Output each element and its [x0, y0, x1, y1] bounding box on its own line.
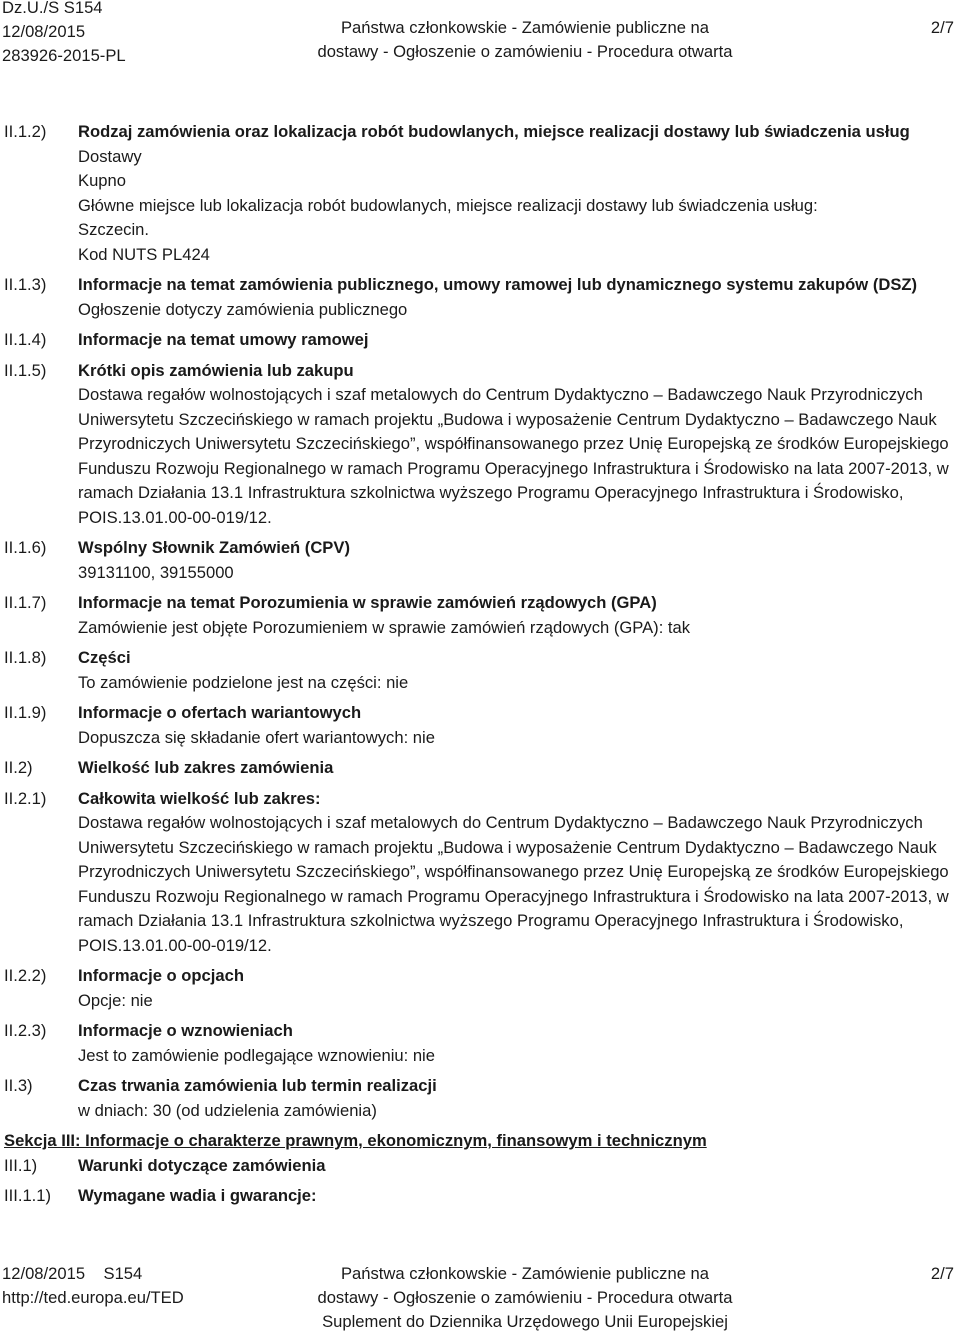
footer-title-line2: dostawy - Ogłoszenie o zamówieniu - Procedura otwarta: [317, 1288, 733, 1307]
header-page: [931, 20, 954, 40]
section-number: II.1.5): [4, 360, 47, 380]
section-text: w dniach: 30 (od udzielenia zamówienia): [78, 1100, 377, 1120]
cpv-codes: 39131100, 39155000: [78, 562, 234, 582]
header-meta: [2, 0, 126, 68]
section-heading: Rodzaj zamówienia oraz lokalizacja robót budowlanych, miejsce realizacji dostawy lub świadczenia usług: [78, 122, 910, 141]
section-heading: Informacje na temat Porozumienia w sprawie zamówień rządowych (GPA): [78, 593, 657, 612]
header-title-line1: Państwa członkowskie - Zamówienie publiczne na: [340, 18, 709, 37]
footer-date-issue: [2, 1262, 184, 1286]
section-text: Jest to zamówienie podlegające wznowieniu: nie: [78, 1045, 435, 1065]
section-ii-2-2: [0, 964, 960, 1013]
section-ii-2-3: [0, 1019, 960, 1068]
section-heading: Informacje na temat umowy ramowej: [78, 330, 369, 349]
section-number: II.3): [4, 1076, 33, 1095]
footer-url[interactable]: http://ted.europa.eu/TED: [2, 1288, 184, 1307]
section-number: II.2.3): [4, 1021, 47, 1040]
header-title-line2: dostawy - Ogłoszenie o zamówieniu - Procedura otwarta: [317, 42, 733, 61]
section-heading: Wielkość lub zakres zamówienia: [78, 758, 334, 777]
header-date: 12/08/2015: [2, 22, 86, 41]
section-number: II.1.7): [4, 593, 47, 612]
section-number: II.1.6): [4, 538, 47, 557]
section-heading: Informacje o wznowieniach: [78, 1021, 293, 1040]
section-heading: Wymagane wadia i gwarancje:: [78, 1186, 317, 1205]
footer-title-line1: Państwa członkowskie - Zamówienie publiczne na: [340, 1264, 709, 1283]
footer-title: [280, 1262, 770, 1334]
section-number: II.1.2): [4, 122, 47, 141]
section-iii-1: [0, 1154, 960, 1179]
contract-type: Dostawy: [78, 146, 142, 166]
section-number: II.1.3): [4, 275, 47, 294]
section-text: Zamówienie jest objęte Porozumieniem w sprawie zamówień rządowych (GPA): tak: [78, 617, 691, 637]
location-value: Szczecin.: [78, 220, 150, 239]
section-number: II.1.4): [4, 330, 47, 349]
nuts-code: Kod NUTS PL424: [78, 244, 210, 264]
footer-date: 12/08/2015: [2, 1264, 86, 1283]
section-text: Dostawa regałów wolnostojących i szaf metalowych do Centrum Dydaktyczno – Badawczego Nauk Przyrodniczych Uniwersytetu Szczecińskiego w ramach projektu „Budowa i wyposażenie Centrum Dydaktyczno – Badawczego Nauk Przyrodniczych Uniwersytetu Szczecińskiego”, współfinansowanego przez Unię Europejską ze środków Europejskiego Funduszu Rozwoju Regionalnego w ramach Programu Operacyjnego Infrastruktura i Środowisko na lata 2007-2013, w ramach Działania 13.1 Infrastruktura szkolnictwa wyższego Programu Operacyjnego Infrastruktura i Środowisko, POIS.13.01.00-00-019/12.: [78, 385, 949, 527]
footer-issue: S154: [103, 1264, 143, 1283]
section-text: Opcje: nie: [78, 990, 153, 1010]
section-ii-1-5: [0, 359, 960, 531]
section-text: Ogłoszenie dotyczy zamówienia publicznego: [78, 299, 408, 319]
section-ii-1-3: [0, 273, 960, 322]
section-heading: Części: [78, 648, 131, 667]
section-iii-1-1: [0, 1184, 960, 1209]
section-number: II.2.1): [4, 788, 47, 808]
section-heading: Informacje na temat zamówienia publicznego, umowy ramowej lub dynamicznego systemu zakupów (DSZ): [78, 275, 918, 294]
section-number: II.1.8): [4, 648, 47, 667]
footer-meta: [2, 1262, 184, 1310]
section-number: II.2.2): [4, 966, 47, 985]
section-heading: Informacje o ofertach wariantowych: [78, 703, 362, 722]
section-iii-title: [0, 1129, 960, 1154]
section-ii-2-1: [0, 787, 960, 959]
section-ii-1-7: [0, 591, 960, 640]
section-ii-1-2: [0, 120, 960, 267]
section-heading: Sekcja III: Informacje o charakterze prawnym, ekonomicznym, finansowym i technicznym: [4, 1131, 707, 1150]
section-number: II.2): [4, 758, 33, 777]
contract-mode: Kupno: [78, 171, 126, 190]
section-number: II.1.9): [4, 703, 47, 722]
section-ii-1-4: [0, 328, 960, 353]
section-text: To zamówienie podzielone jest na części: nie: [78, 672, 409, 692]
section-ii-1-8: [0, 646, 960, 695]
footer-title-line3: Suplement do Dziennika Urzędowego Unii Europejskiej: [322, 1312, 728, 1331]
section-heading: Wspólny Słownik Zamówień (CPV): [78, 538, 350, 557]
header-title: [280, 20, 770, 64]
section-heading: Czas trwania zamówienia lub termin realizacji: [78, 1076, 437, 1095]
section-text: Dostawa regałów wolnostojących i szaf metalowych do Centrum Dydaktyczno – Badawczego Nauk Przyrodniczych Uniwersytetu Szczecińskiego w ramach projektu „Budowa i wyposażenie Centrum Dydaktyczno – Badawczego Nauk Przyrodniczych Uniwersytetu Szczecińskiego”, współfinansowanego przez Unię Europejską ze środków Europejskiego Funduszu Rozwoju Regionalnego w ramach Programu Operacyjnego Infrastruktura i Środowisko na lata 2007-2013, w ramach Działania 13.1 Infrastruktura szkolnictwa wyższego Programu Operacyjnego Infrastruktura i Środowisko, POIS.13.01.00-00-019/12.: [78, 813, 949, 955]
journal-ref: Dz.U./S S154: [2, 0, 103, 17]
section-ii-1-9: [0, 701, 960, 750]
section-ii-1-6: [0, 536, 960, 585]
page-footer: [0, 1262, 960, 1334]
section-heading: Krótki opis zamówienia lub zakupu: [78, 360, 354, 380]
header-page-number: 2/7: [930, 18, 954, 37]
footer-page: [931, 1262, 954, 1286]
location-label: Główne miejsce lub lokalizacja robót budowlanych, miejsce realizacji dostawy lub świadczenia usług:: [78, 195, 818, 215]
notice-id: 283926-2015-PL: [2, 46, 126, 65]
section-heading: Informacje o opcjach: [78, 966, 244, 985]
footer-page-number: 2/7: [930, 1264, 954, 1283]
page-header: [0, 0, 960, 75]
section-ii-3: [0, 1074, 960, 1123]
section-ii-2: [0, 756, 960, 781]
notice-content: [0, 120, 960, 1209]
section-text: Dopuszcza się składanie ofert wariantowych: nie: [78, 727, 435, 747]
section-heading: Warunki dotyczące zamówienia: [78, 1155, 326, 1175]
section-heading: Całkowita wielkość lub zakres:: [78, 788, 321, 808]
section-number: III.1.1): [4, 1186, 52, 1205]
section-number: III.1): [4, 1155, 38, 1175]
